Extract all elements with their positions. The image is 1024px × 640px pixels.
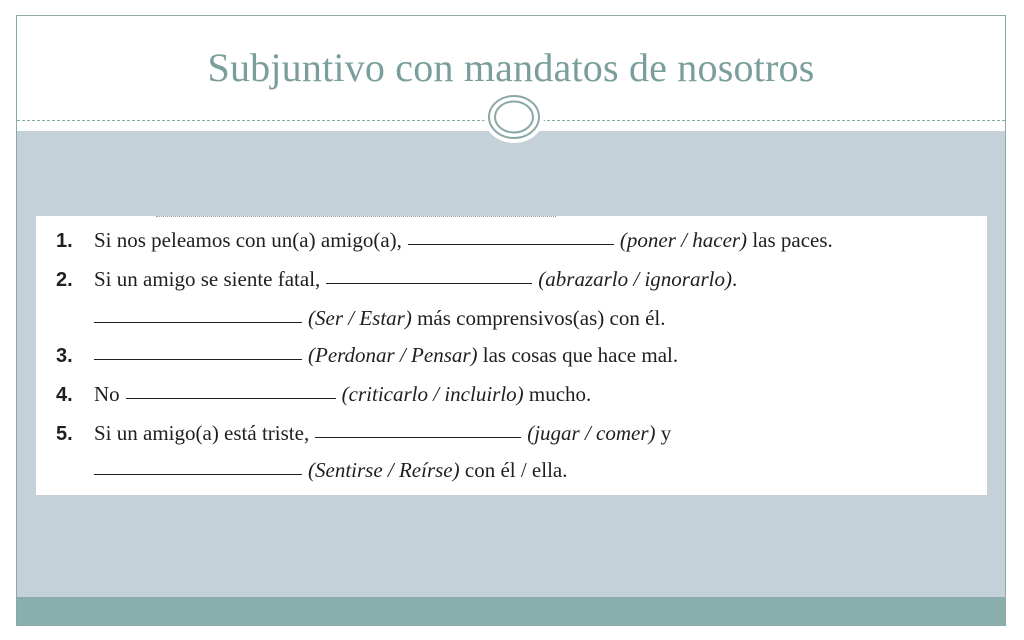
answer-blank[interactable]	[94, 358, 302, 360]
item-number: 1.	[56, 230, 73, 252]
exercise-item-1	[56, 228, 833, 260]
clipped-text-edge	[156, 216, 556, 220]
item-hint: (abrazarlo / ignorarlo)	[538, 267, 732, 291]
answer-blank[interactable]	[408, 243, 614, 245]
item-text-after: las paces.	[752, 228, 833, 252]
item-text-after: .	[731, 267, 738, 291]
exercise-item-2-continuation	[56, 306, 666, 338]
exercise-item-2	[56, 267, 737, 299]
item-hint: (Ser / Estar)	[308, 306, 412, 330]
exercise-item-5	[56, 421, 671, 453]
item-number: 4.	[56, 384, 73, 406]
answer-blank[interactable]	[94, 473, 302, 475]
item-text: No	[94, 382, 120, 406]
answer-blank[interactable]	[126, 397, 336, 399]
item-hint: (Perdonar / Pensar)	[308, 343, 478, 367]
exercise-item-5-continuation	[56, 458, 568, 490]
item-text: Si un amigo se siente fatal,	[94, 267, 321, 291]
slide-title: Subjuntivo con mandatos de nosotros	[207, 45, 815, 90]
item-hint: (criticarlo / incluirlo)	[341, 382, 524, 406]
item-hint: (Sentirse / Reírse)	[308, 458, 460, 482]
item-text-after: y	[660, 421, 672, 445]
footer-bar	[17, 597, 1005, 626]
exercise-card	[36, 216, 987, 495]
item-text: Si nos peleamos con un(a) amigo(a),	[94, 228, 402, 252]
item-hint: (jugar / comer)	[527, 421, 656, 445]
item-number: 5.	[56, 423, 73, 445]
answer-blank[interactable]	[326, 282, 532, 284]
item-hint: (poner / hacer)	[619, 228, 748, 252]
exercise-item-4	[56, 382, 591, 414]
item-number: 2.	[56, 269, 73, 291]
item-text-after: mucho.	[528, 382, 592, 406]
item-text-after: las cosas que hace mal.	[482, 343, 679, 367]
exercise-item-3	[56, 343, 678, 375]
answer-blank[interactable]	[94, 321, 302, 323]
answer-blank[interactable]	[315, 436, 521, 438]
item-text-after: más comprensivos(as) con él.	[417, 306, 666, 330]
double-circle-ornament-icon	[487, 94, 541, 140]
item-text: Si un amigo(a) está triste,	[94, 421, 310, 445]
slide	[16, 15, 1006, 626]
item-text-after: con él / ella.	[464, 458, 568, 482]
item-number: 3.	[56, 345, 73, 367]
